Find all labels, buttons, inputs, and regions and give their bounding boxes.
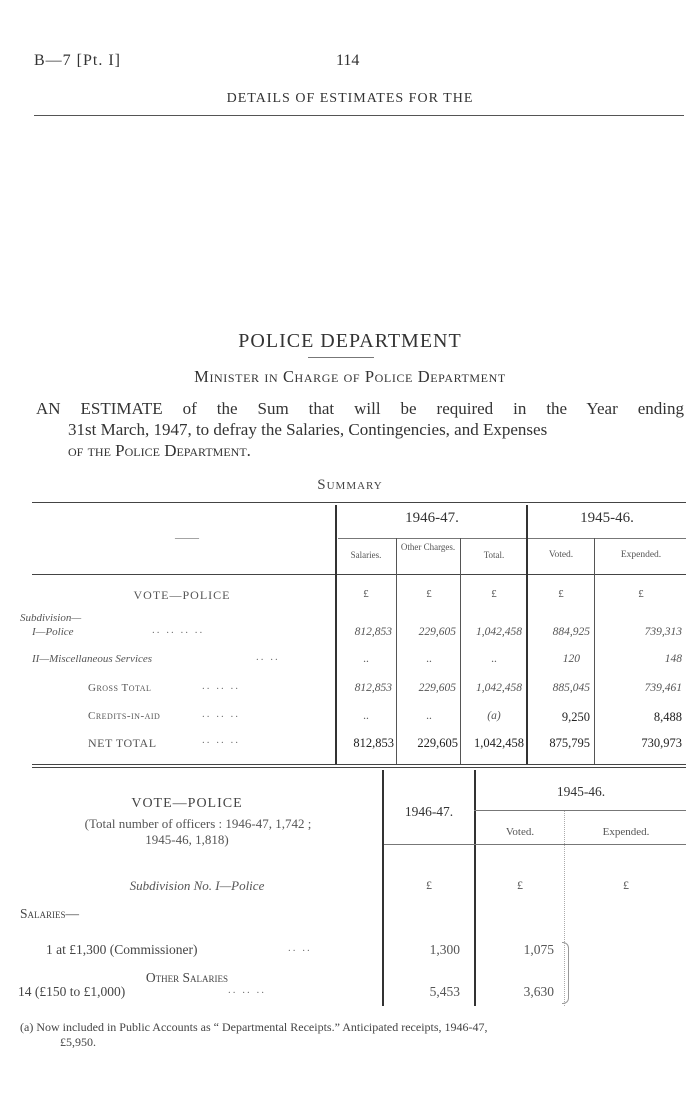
row-credits-other: .. [426,710,432,722]
other-salaries-label: Other Salaries [145,970,229,985]
row-label-net-total: NET TOTAL [88,736,157,750]
estimate-line-2: 31st March, 1947, to defray the Salaries, Contingencies, and Expenses [68,420,548,439]
vote-currency-voted: £ [517,878,523,892]
vote-col-voted: Voted. [505,826,535,838]
summary-table: 1946-47. 1945-46. —— Salaries. Other Charges. Total. Voted. Expended. VOTE—POLICE £ £ £ £ £ Subdivision— I—Police .. .. .. .. 812,853 229,605 1,042,458 884,925 739,313 II—Miscellaneous Services .. .. .. .. .. 120 148 Gross Total .. .. .. 812,853 229,605 1,042,458 885,045 739,461 Credits-in-aid .. .. .. .. .. (a) 9,250 8,488 NET TOTAL .. .. .. 812,853 229,605 1,042,458 875,795 730,973 [32,500,686,767]
vote-subhead-rule [474,810,686,811]
vote-header-rule [384,844,686,845]
row-credits-total: (a) [487,710,501,722]
col-header-expended: Expended. [620,550,662,560]
row-misc-expended: 148 [664,653,682,665]
title-rule [308,357,374,358]
row-police-total: 1,042,458 [476,626,522,638]
year-subhead-rule [338,538,686,539]
col-header-other-charges: Other Charges. [400,542,456,552]
page-number: 114 [336,52,360,69]
row-net-voted: 875,795 [549,736,590,750]
currency-salaries: £ [363,588,369,600]
salaries-label: Salaries— [20,906,80,921]
row-gross-voted: 885,045 [552,682,590,694]
other-salaries-current: 5,453 [429,984,460,999]
currency-total: £ [491,588,497,600]
col-header-salaries: Salaries. [350,550,382,560]
vote-col-expended: Expended. [602,826,650,838]
row-label-gross-total: Gross Total [88,682,152,694]
estimate-paragraph [36,398,684,461]
vote-table: VOTE—POLICE (Total number of officers : 1946-47, 1,742 ; 1945-46, 1,818) 1946-47. 1945-46. Voted. Expended. Subdivision No. I—Police £ £ £ Salaries— 1 at £1,300 (Commissioner) .. .. 1,300 1,075 Other Salaries 14 (£150 to £1,000) .. .. .. 5,453 3,630 [32,770,686,1020]
row-police-voted: 884,925 [552,626,590,638]
col-divider-2 [460,538,461,764]
summary-year-previous: 1945-46. [580,510,634,526]
footnote-line-2: £5,950. [60,1035,96,1049]
col-divider-3 [594,538,595,764]
row-credits-salaries: .. [363,710,369,722]
vote-officers-line-2: 1945-46, 1,818) [145,832,229,847]
minister-line: Minister in Charge of Police Department [194,367,506,386]
vote-officers-line-1: (Total number of officers : 1946-47, 1,742 ; [84,816,312,831]
header-rule [34,115,684,116]
row-gross-salaries: 812,853 [354,682,392,694]
row-misc-voted: 120 [562,653,580,665]
commissioner-line: 1 at £1,300 (Commissioner) [46,942,198,957]
commissioner-current: 1,300 [429,942,460,957]
row-credits-expended: 8,488 [653,710,682,724]
row-misc-total: .. [491,653,497,665]
row-credits-voted: 9,250 [561,710,590,724]
row-gross-total: 1,042,458 [476,682,522,694]
commissioner-voted: 1,075 [523,942,554,957]
subdivision-label: Subdivision— [20,612,82,624]
vote-title: VOTE—POLICE [131,796,243,811]
other-salaries-line: 14 (£150 to £1,000) [18,984,126,999]
row-net-salaries: 812,853 [353,736,394,750]
row-net-expended: 730,973 [641,736,682,750]
row-net-total: 1,042,458 [474,736,524,750]
row-label-credits: Credits-in-aid [88,710,161,722]
row-net-other: 229,605 [417,736,458,750]
col-header-total: Total. [483,550,505,560]
estimate-line-3: of the Police Department. [68,441,251,460]
department-title: POLICE DEPARTMENT [238,330,462,352]
row-police-salaries: 812,853 [354,626,392,638]
row-misc-salaries: .. [363,653,369,665]
estimate-line-1: AN ESTIMATE of the Sum that will be required in the Year ending [36,399,684,418]
row-police-other: 229,605 [418,626,456,638]
other-salaries-voted: 3,630 [523,984,554,999]
currency-other: £ [426,588,432,600]
summary-vote-label: VOTE—POLICE [133,588,231,602]
row-gross-other: 229,605 [418,682,456,694]
table-bottom-rule-2 [32,767,686,768]
row-label-police: I—Police [32,626,74,638]
vote-subdivision: Subdivision No. I—Police [129,878,265,893]
row-misc-other: .. [426,653,432,665]
running-title: DETAILS OF ESTIMATES FOR THE [226,91,474,106]
footnote-line-1: (a) Now included in Public Accounts as “ Departmental Receipts.” Anticipated receipts, 1946-47, [20,1020,488,1034]
vote-year-previous: 1945-46. [556,784,606,799]
currency-expended: £ [638,588,644,600]
table-header-rule [32,574,686,575]
row-label-misc: II—Miscellaneous Services [32,653,153,665]
vote-year-current: 1946-47. [404,804,454,819]
summary-title: Summary [317,477,383,493]
vote-currency-expended: £ [623,878,629,892]
table-top-rule [32,502,686,503]
section-reference: B—7 [Pt. I] [34,52,121,69]
table-bottom-rule [32,764,686,765]
col-header-voted: Voted. [548,550,574,560]
summary-dash: —— [175,530,199,544]
row-police-expended: 739,313 [644,626,682,638]
currency-voted: £ [558,588,564,600]
col-divider-1 [396,538,397,764]
bracket-mark [562,942,569,1004]
footnote [20,1020,684,1050]
row-gross-expended: 739,461 [644,682,682,694]
summary-year-current: 1946-47. [405,510,459,526]
vote-currency-current: £ [426,878,432,892]
